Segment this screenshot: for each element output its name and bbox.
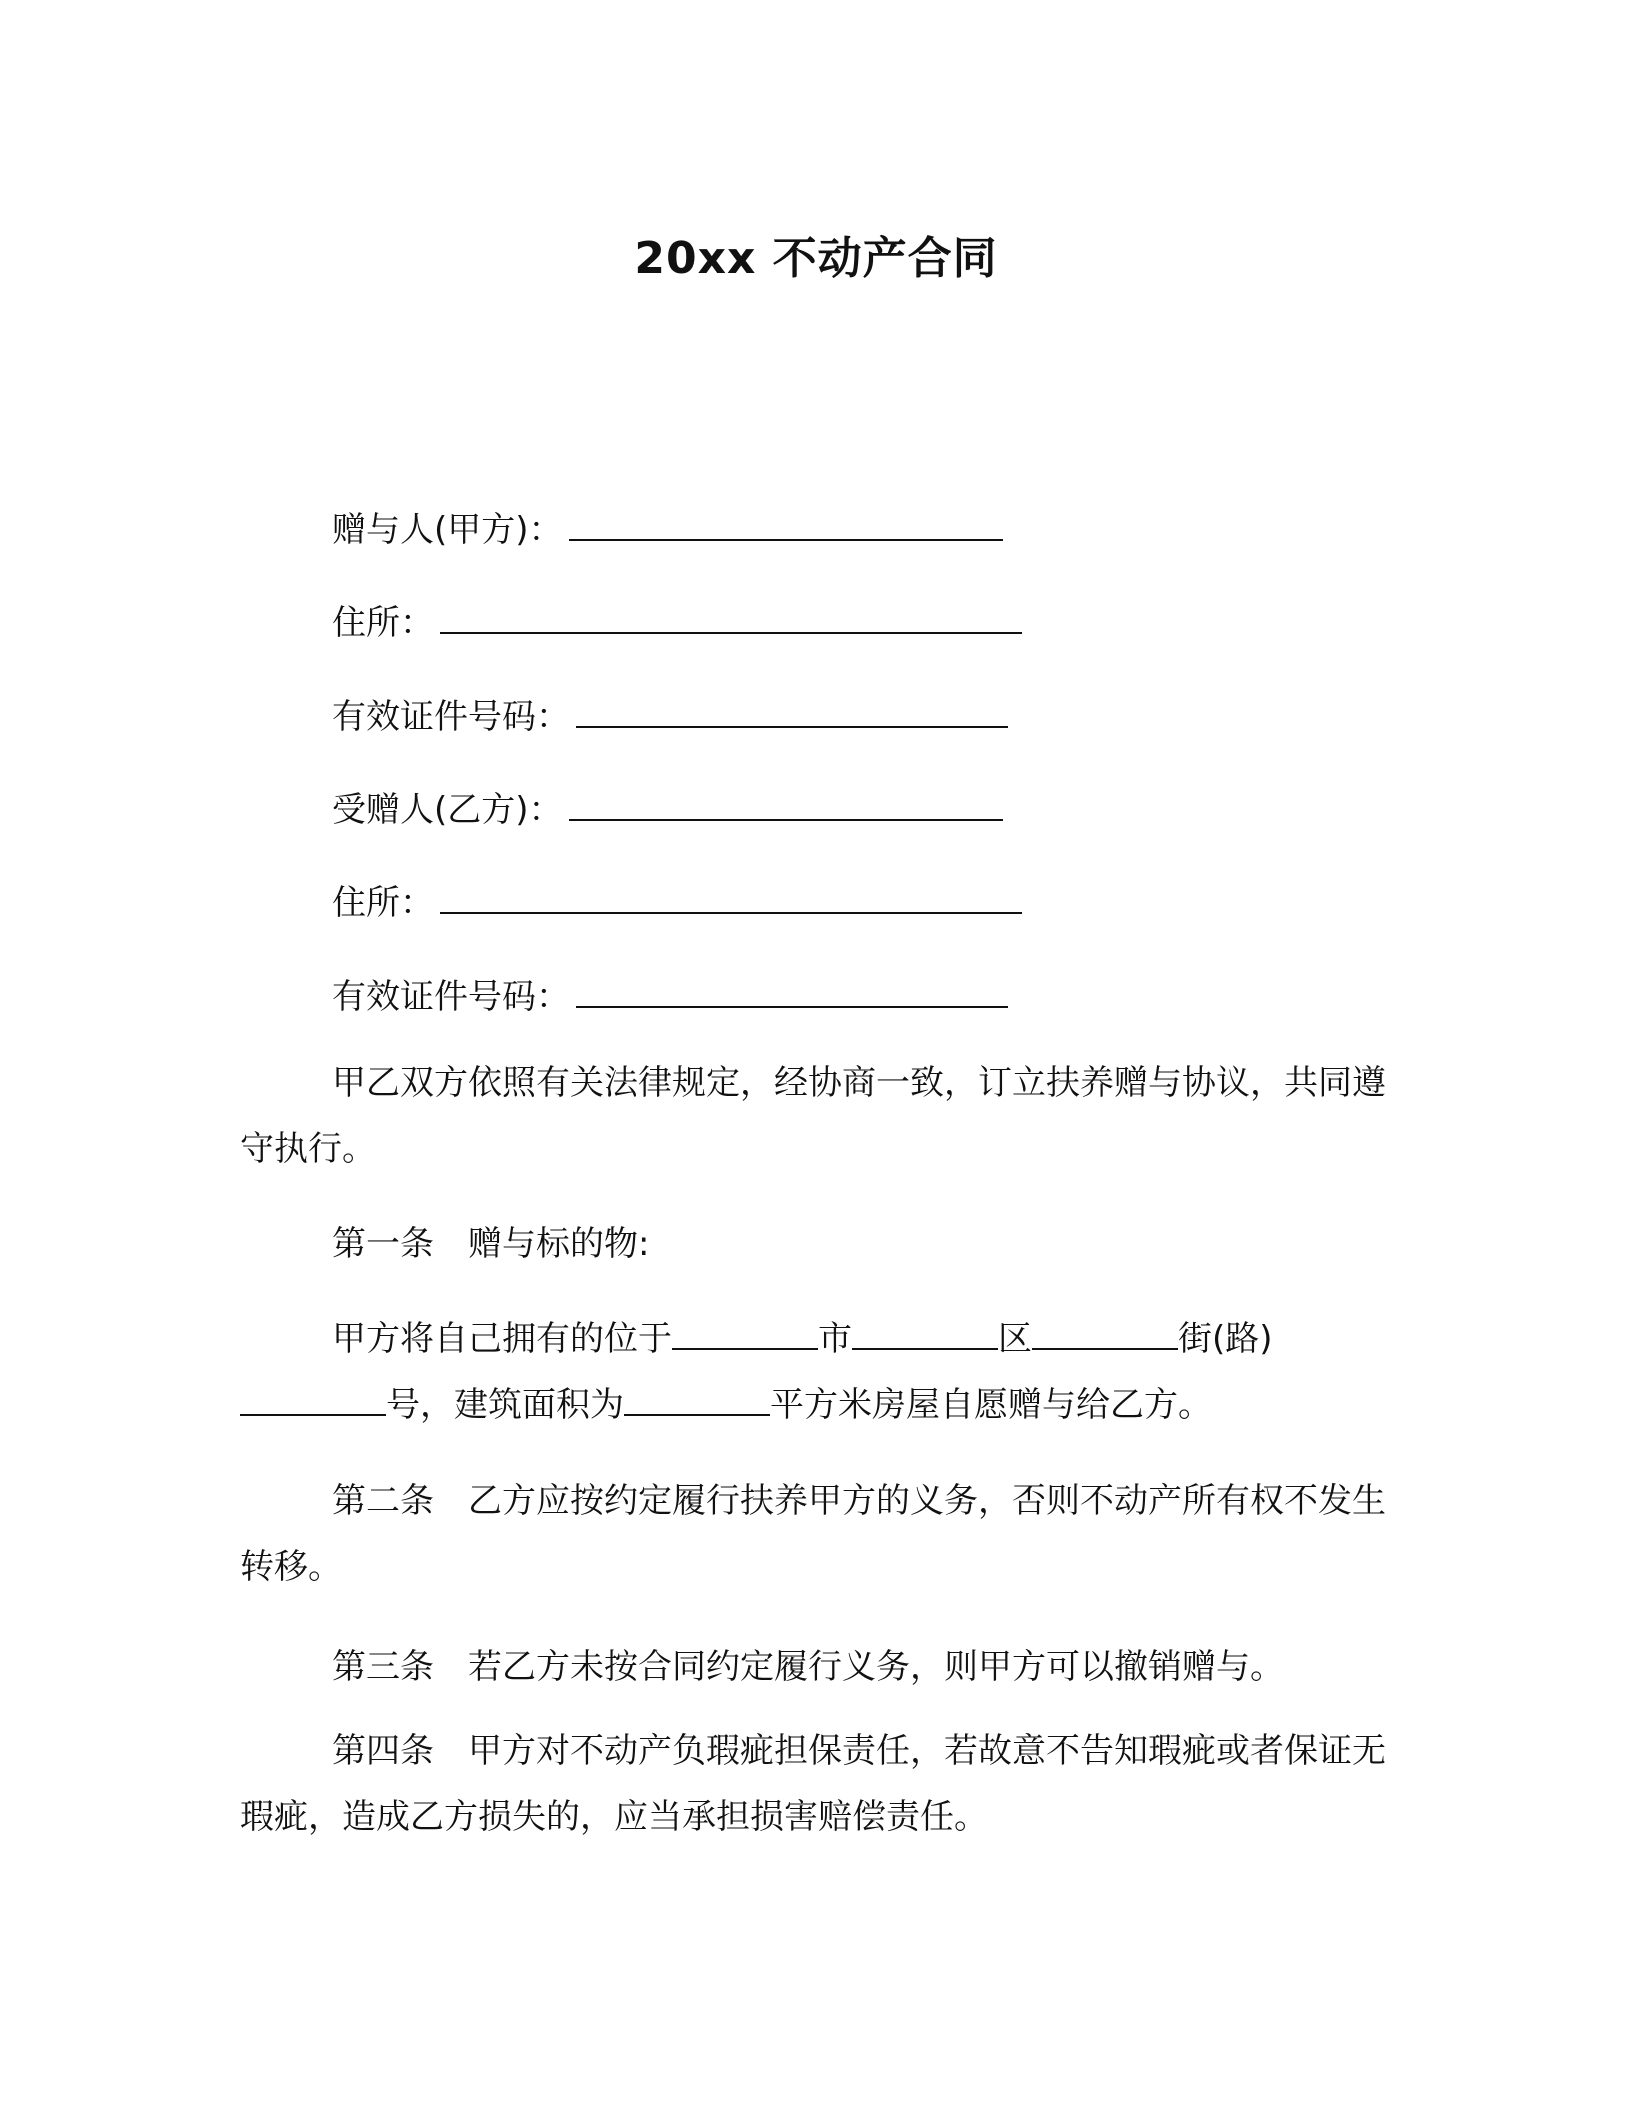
donee-address-blank: [440, 878, 1022, 914]
street-label: 街(路): [1178, 1319, 1273, 1359]
article4-label: 第四条: [332, 1731, 434, 1771]
donee-blank: [569, 785, 1003, 821]
article1-text-location: 甲方将自己拥有的位于: [332, 1319, 672, 1359]
article3-paragraph: [240, 1634, 1390, 1700]
city-label: 市: [818, 1319, 852, 1359]
article2-text: 乙方应按约定履行扶养甲方的义务，否则不动产所有权不发生转移。: [240, 1481, 1386, 1587]
article1-heading: [332, 1220, 649, 1268]
donor-id-field: [332, 692, 1008, 741]
donee-field: [332, 785, 1003, 834]
donee-label: 受赠人(乙方)：: [332, 790, 563, 830]
article1-body-line2: [240, 1372, 1390, 1438]
article4-paragraph: [240, 1718, 1390, 1850]
article4-text: 甲方对不动产负瑕疵担保责任，若故意不告知瑕疵或者保证无瑕疵，造成乙方损失的，应当承担损害赔偿责任。: [240, 1731, 1386, 1837]
article3-label: 第三条: [332, 1647, 434, 1687]
donor-id-label: 有效证件号码：: [332, 697, 570, 737]
article1-body: [240, 1306, 1390, 1372]
donee-id-label: 有效证件号码：: [332, 977, 570, 1017]
donee-id-blank: [576, 972, 1008, 1008]
city-blank: [672, 1318, 818, 1350]
donor-address-field: [332, 598, 1022, 647]
article2-paragraph: [240, 1468, 1390, 1600]
donor-id-blank: [576, 692, 1008, 728]
donee-id-field: [332, 972, 1008, 1021]
area-blank: [624, 1384, 770, 1416]
donor-label: 赠与人(甲方)：: [332, 510, 563, 550]
article1-title: 赠与标的物:: [468, 1224, 650, 1264]
area-unit-text: 平方米房屋自愿赠与给乙方。: [770, 1385, 1212, 1425]
donor-address-blank: [440, 598, 1022, 634]
intro-paragraph: 甲乙双方依照有关法律规定，经协商一致，订立扶养赠与协议，共同遵守执行。: [240, 1063, 1386, 1169]
article1-label: 第一条: [332, 1224, 434, 1264]
district-blank: [852, 1318, 998, 1350]
number-blank: [240, 1384, 386, 1416]
donor-address-label: 住所：: [332, 603, 434, 643]
district-label: 区: [998, 1319, 1032, 1359]
street-blank: [1032, 1318, 1178, 1350]
donor-blank: [569, 505, 1003, 541]
donee-address-label: 住所：: [332, 883, 434, 923]
article2-label: 第二条: [332, 1481, 434, 1521]
area-text: 号，建筑面积为: [386, 1385, 624, 1425]
donor-field: [332, 505, 1003, 554]
document-title: 20xx 不动产合同: [634, 233, 998, 284]
donee-address-field: [332, 878, 1022, 927]
article3-text: 若乙方未按合同约定履行义务，则甲方可以撤销赠与。: [468, 1647, 1284, 1687]
